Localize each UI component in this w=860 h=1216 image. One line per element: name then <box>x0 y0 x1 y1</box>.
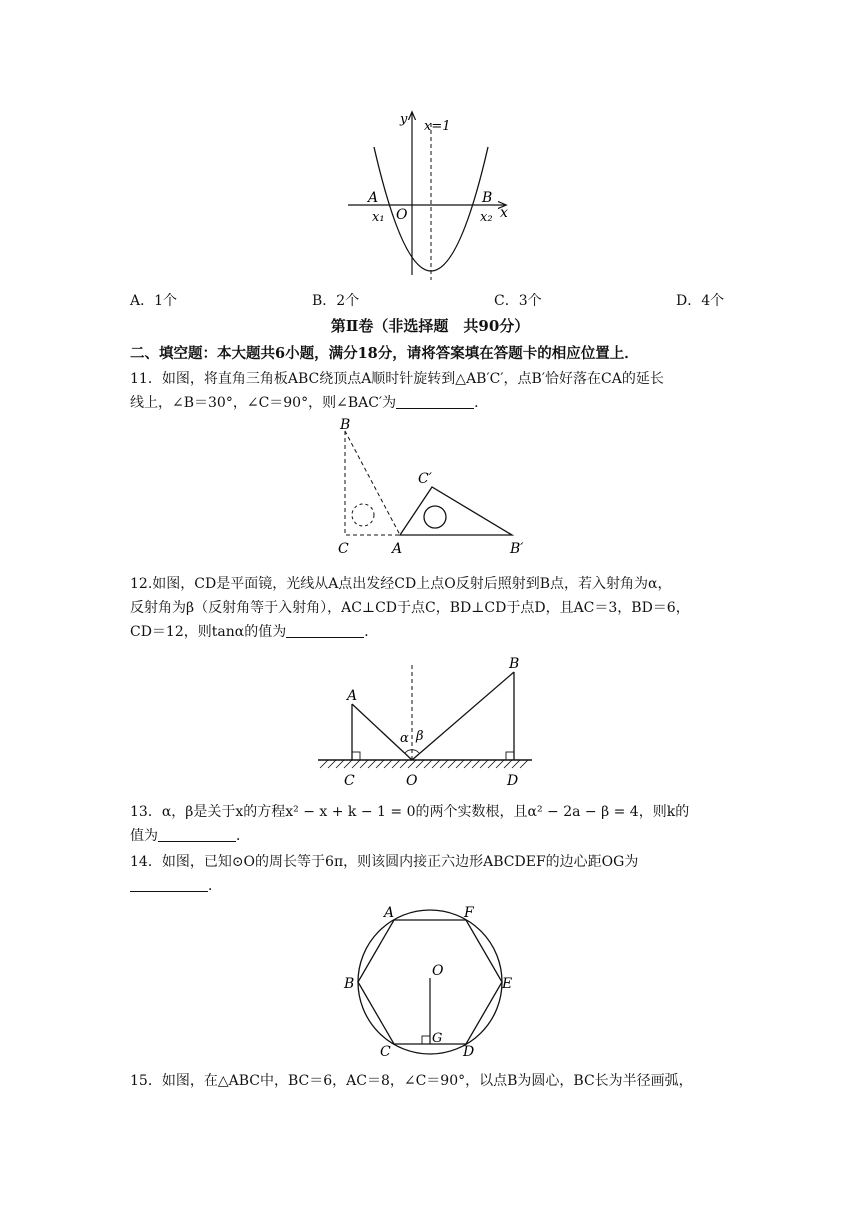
label-b: B <box>340 417 351 433</box>
label-c-prime: C′ <box>418 471 432 487</box>
question-13: 13．α，β是关于x的方程x² − x + k − 1 = 0的两个实数根，且α² − 2a − β = 4，则k的 值为 ． <box>130 804 690 844</box>
question-15: 15．如图，在△ABC中，BC＝6，AC＝8，∠C＝90°，以点B为圆心，BC长为半径画弧， <box>130 1073 693 1089</box>
option-d: D．4个 <box>676 293 725 309</box>
label-c: C <box>344 773 355 789</box>
x2-label: x₂ <box>480 210 493 225</box>
label-b: B <box>509 656 520 672</box>
label-g: G <box>432 1031 443 1046</box>
label-o: O <box>432 963 444 979</box>
point-a-label: A <box>368 190 379 206</box>
label-c: C <box>338 541 349 557</box>
question-11: 11．如图，将直角三角板ABC绕顶点A顺时针旋转到△AB′C′，点B′恰好落在CA的延长 线上，∠B＝30°，∠C＝90°，则∠BAC′为 ． <box>130 371 664 411</box>
label-e: E <box>502 976 513 992</box>
label-b: B <box>344 976 355 992</box>
hexagon-figure <box>340 900 520 1065</box>
label-o: O <box>406 773 418 789</box>
point-b-label: B <box>482 190 493 206</box>
label-f: F <box>464 905 474 921</box>
question-12: 12.如图，CD是平面镜，光线从A点出发经CD上点O反射后照射到B点，若入射角为α， 反射角为β（反射角等于入射角），AC⊥CD于点C，BD⊥CD于点D，且AC＝3，BD＝6， CD＝12，则tanα的值为 ． <box>130 576 690 640</box>
question-14: 14．如图，已知⊙O的周长等于6π，则该圆内接正六边形ABCDEF的边心距OG为 ． <box>130 854 639 894</box>
label-d: D <box>463 1044 475 1060</box>
axis-label: x=1 <box>424 119 451 134</box>
label-a: A <box>392 541 403 557</box>
part-heading: 二、填空题：本大题共6小题，满分18分，请将答案填在答题卡的相应位置上． <box>130 345 639 362</box>
answer-blank-13 <box>158 827 236 842</box>
answer-blank-14 <box>130 877 208 892</box>
parabola-figure <box>340 105 520 285</box>
origin-label: O <box>396 207 408 223</box>
label-alpha: α <box>400 731 409 746</box>
label-d: D <box>507 773 519 789</box>
label-beta: β <box>416 729 424 744</box>
option-a: A．1个 <box>130 293 178 309</box>
label-c: C <box>380 1044 391 1060</box>
section-title: 第Ⅱ卷（非选择题 共90分） <box>330 317 530 335</box>
y-label: y <box>400 112 408 127</box>
triangle-figure <box>330 415 540 560</box>
mirror-figure <box>310 652 540 790</box>
x1-label: x₁ <box>372 210 385 225</box>
label-a: A <box>384 905 395 921</box>
answer-blank-12 <box>286 623 364 638</box>
option-c: C．3个 <box>494 293 542 309</box>
label-b-prime: B′ <box>510 541 524 557</box>
label-a: A <box>347 688 358 704</box>
option-b: B．2个 <box>312 293 360 309</box>
answer-blank-11 <box>396 394 474 409</box>
x-label: x <box>500 205 508 221</box>
